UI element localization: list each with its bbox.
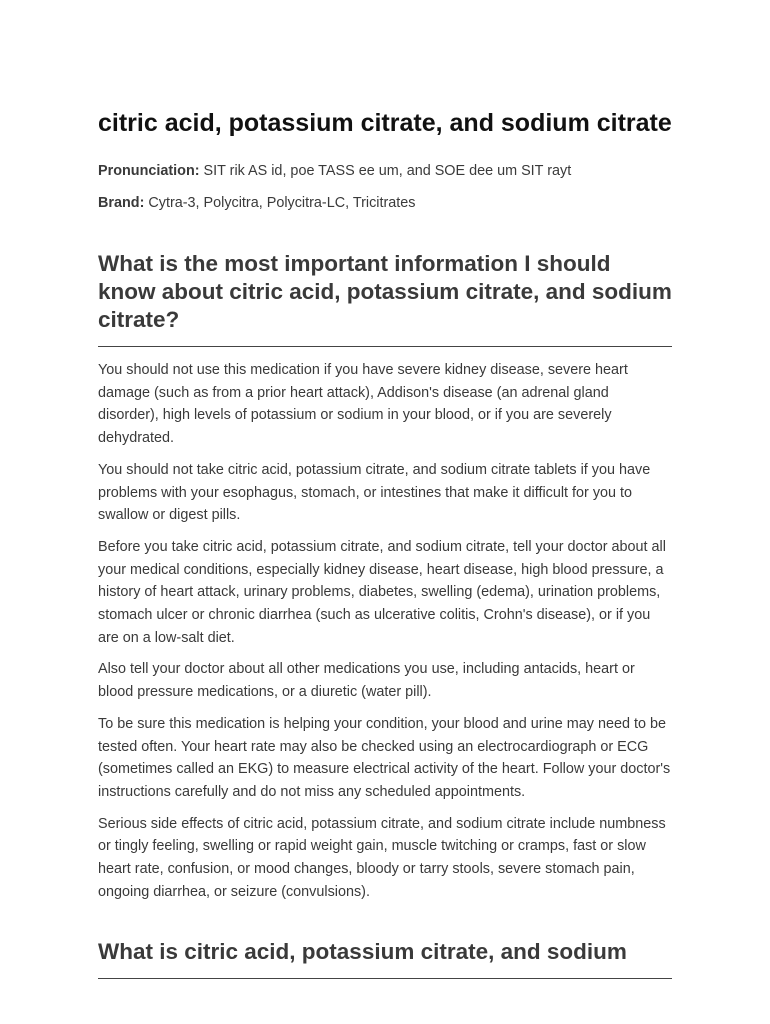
section-heading-important-info: What is the most important information I should know about citric acid, potassium citrate, and sodium citrate?: [98, 250, 672, 347]
brand-value: Cytra-3, Polycitra, Polycitra-LC, Tricitrates: [148, 195, 416, 211]
paragraph: You should not use this medication if you have severe kidney disease, severe heart damage (such as from a prior heart attack), Addison's disease (an adrenal gland disorder), high levels of potassium or sodium in your blood, or if you are severely dehydrated.: [98, 362, 628, 447]
paragraph: Also tell your doctor about all other medications you use, including antacids, heart or blood pressure medications, or a diuretic (water pill).: [98, 661, 635, 701]
brand-label: Brand:: [98, 195, 145, 211]
paragraph: You should not take citric acid, potassium citrate, and sodium citrate tablets if you have problems with your esophagus, stomach, or intestines that make it difficult for you to swallow or digest pills.: [98, 461, 651, 524]
document-page: [98, 0, 672, 979]
brand-line: [98, 193, 672, 213]
pronunciation-line: [98, 161, 672, 181]
pronunciation-label: Pronunciation:: [98, 163, 200, 179]
paragraph: Serious side effects of citric acid, potassium citrate, and sodium citrate include numbness or tingly feeling, swelling or rapid weight gain, muscle twitching or cramps, fast or slow heart rate, confusion, or mood changes, bloody or tarry stools, severe stomach pain, ongoing diarrhea, or seizure (convulsions).: [98, 815, 666, 900]
section-heading-what-is: What is citric acid, potassium citrate, and sodium: [98, 938, 672, 979]
paragraph: Before you take citric acid, potassium citrate, and sodium citrate, tell your doctor about all your medical conditions, especially kidney disease, heart disease, high blood pressure, a history of heart attack, urinary problems, diabetes, swelling (edema), urination problems, stomach ulcer or chronic diarrhea (such as ulcerative colitis, Crohn's disease), or if you are on a low-salt diet.: [98, 538, 666, 646]
paragraph: To be sure this medication is helping your condition, your blood and urine may need to be tested often. Your heart rate may also be checked using an electrocardiograph or ECG (sometimes called an EKG) to measure electrical activity of the heart. Follow your doctor's instructions carefully and do not miss any scheduled appointments.: [98, 715, 671, 800]
pronunciation-value: SIT rik AS id, poe TASS ee um, and SOE dee um SIT rayt: [203, 163, 572, 179]
section-body-important-info: [98, 359, 672, 903]
page-title: citric acid, potassium citrate, and sodium citrate: [98, 109, 672, 137]
